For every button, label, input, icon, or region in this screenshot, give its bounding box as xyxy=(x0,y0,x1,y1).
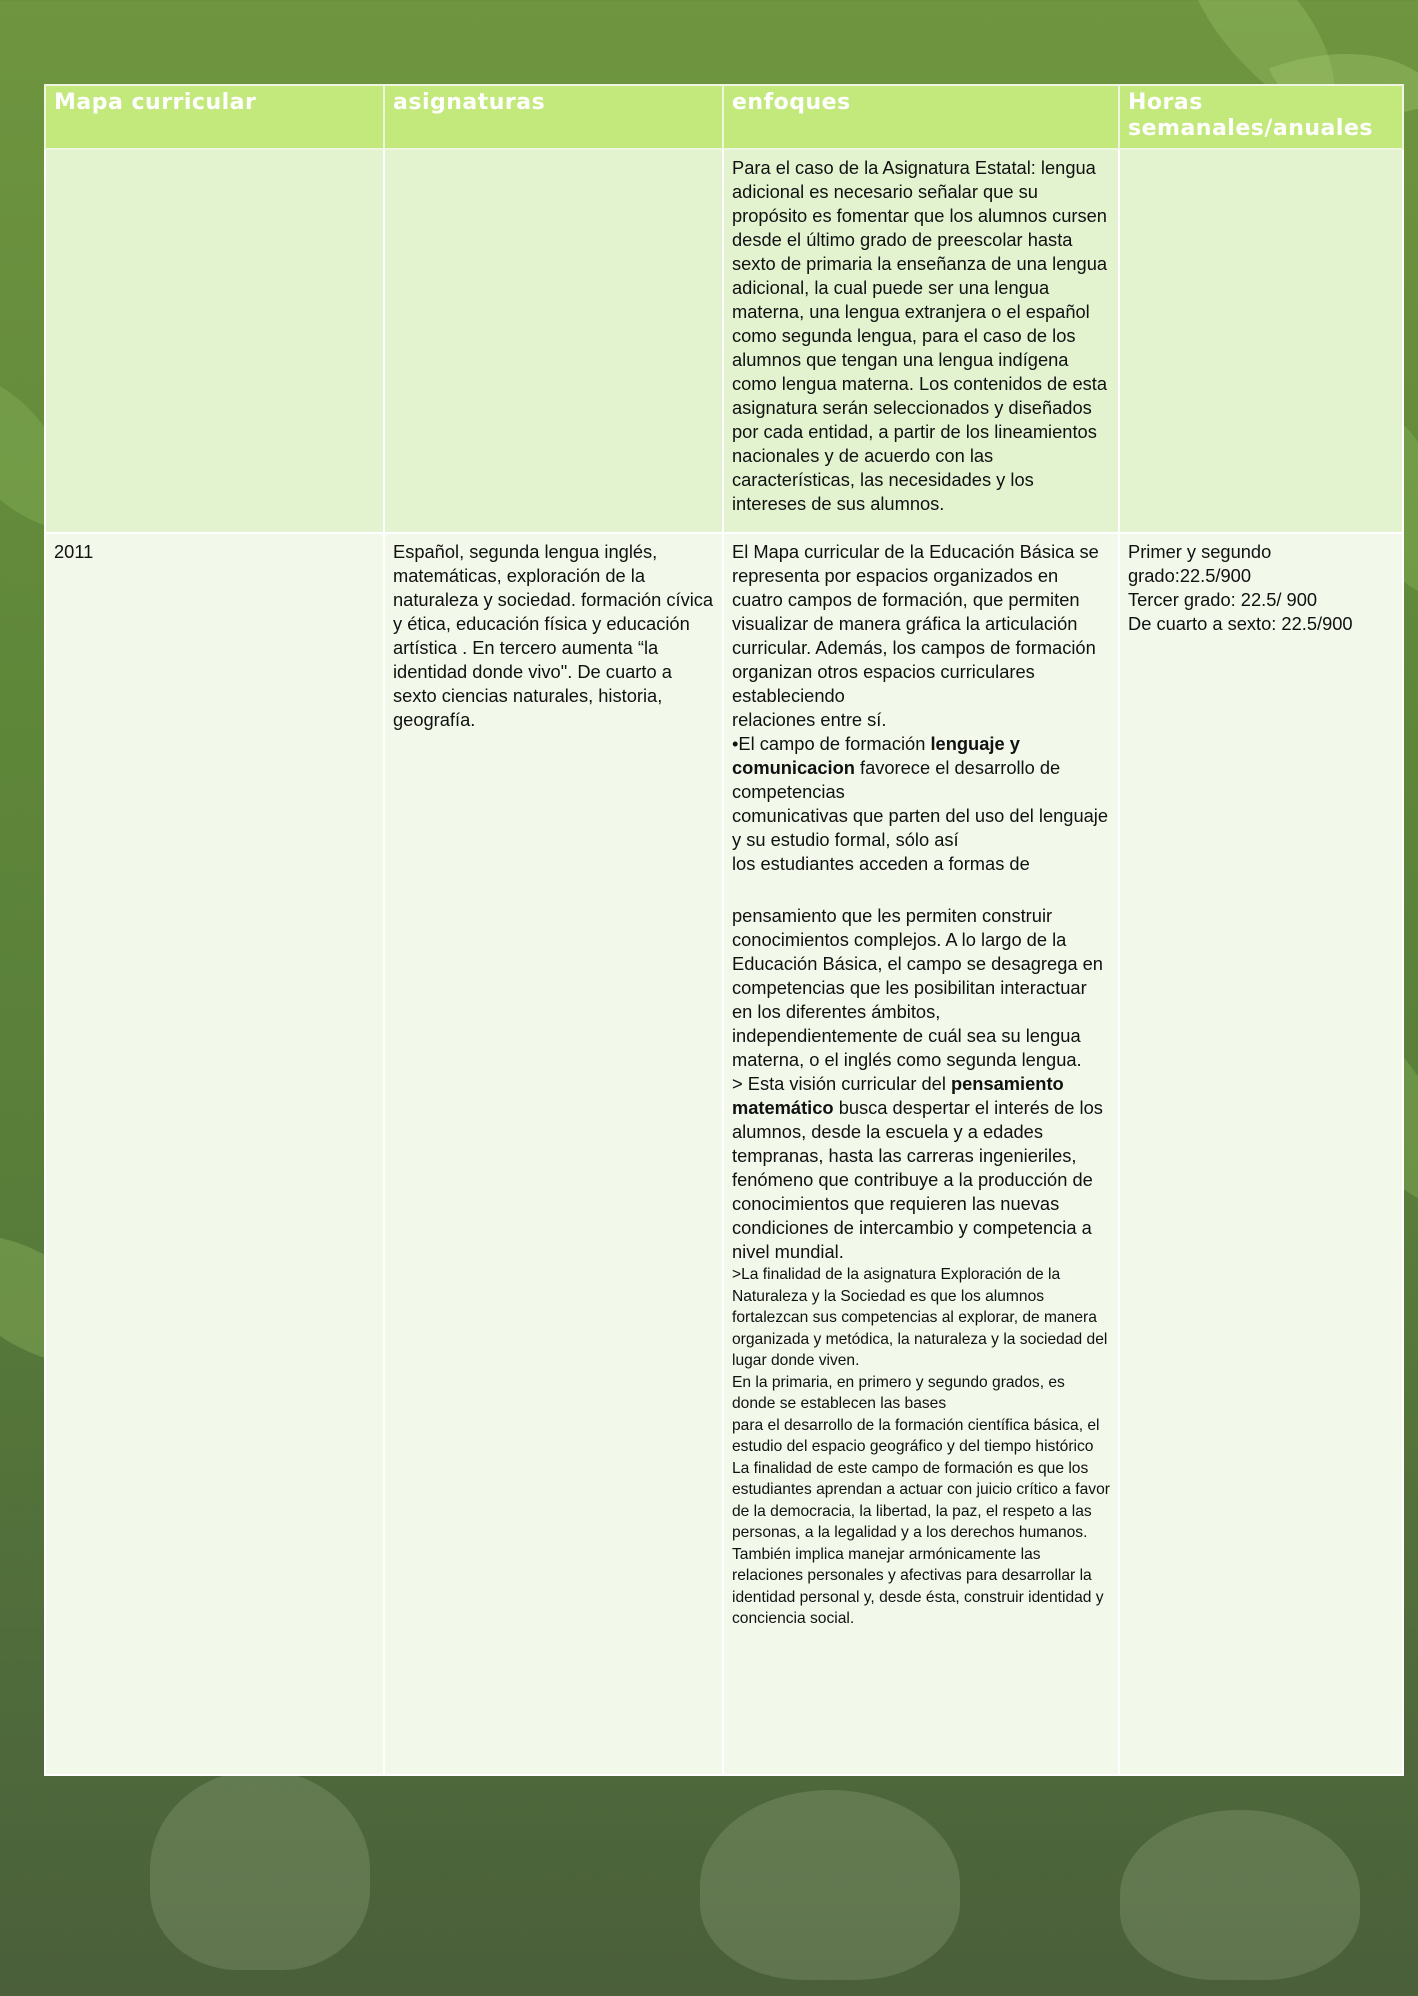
horas-line: De cuarto a sexto: 22.5/900 xyxy=(1128,613,1353,634)
enfoques-small-paragraph: para el desarrollo de la formación científica básica, el estudio del espacio geográfico y del tiempo histórico xyxy=(732,1416,1100,1455)
curriculum-table-container xyxy=(44,84,1402,1776)
enfoques-text: busca despertar el interés de los alumnos, desde la escuela y a edades tempranas, hasta las carreras ingenieriles, fenómeno que contribuye a la producción de conocimientos que requieren las nuevas xyxy=(732,1097,1103,1214)
horas-line: Tercer grado: 22.5/ 900 xyxy=(1128,589,1318,610)
enfoques-paragraph: curricular. Además, los campos de formación organizan otros espacios curriculares estableciendo xyxy=(732,637,1096,706)
enfoques-bold-term: lenguaje y comunicacion xyxy=(732,733,1020,778)
enfoques-paragraph: comunicativas que parten del uso del lenguaje y su estudio formal, sólo así xyxy=(732,805,1109,850)
enfoques-paragraph: condiciones de intercambio y competencia a nivel mundial. xyxy=(732,1217,1092,1262)
cell-horas xyxy=(1119,149,1403,533)
enfoques-bold-term: pensamiento matemático xyxy=(732,1073,1064,1118)
enfoques-paragraph: competencias que les posibilitan interactuar en los diferentes ámbitos, independientemente de cuál sea su lengua materna, o el inglés como segunda lengua. xyxy=(732,977,1087,1070)
enfoques-paragraph xyxy=(732,1072,1110,1216)
enfoques-text: > Esta visión curricular del xyxy=(732,1073,951,1094)
table-row xyxy=(45,149,1403,533)
enfoques-paragraph: relaciones entre sí. xyxy=(732,709,887,730)
enfoques-paragraph: El Mapa curricular de la Educación Básica se representa por espacios organizados en cuatro campos de formación, que permiten visualizar de manera gráfica la articulación xyxy=(732,541,1099,634)
horas-line: Primer y segundo grado:22.5/900 xyxy=(1128,541,1272,586)
enfoques-text: favorece el desarrollo de competencias xyxy=(732,757,1061,802)
enfoques-paragraph: pensamiento que les permiten construir xyxy=(732,905,1053,926)
cell-horas xyxy=(1119,533,1403,1775)
paragraph-gap xyxy=(732,876,1110,904)
curriculum-table xyxy=(44,84,1404,1776)
table-header-row xyxy=(45,85,1403,149)
enfoques-small-paragraph: >La finalidad de la asignatura Exploración de la Naturaleza y la Sociedad es que los alumnos fortalezcan sus competencias al explorar, de manera organizada y metódica, la naturaleza y la sociedad del lugar donde viven. xyxy=(732,1266,1108,1369)
cell-enfoques xyxy=(723,533,1119,1775)
enfoques-paragraph: los estudiantes acceden a formas de xyxy=(732,853,1030,874)
enfoques-small-paragraph: En la primaria, en primero y segundo grados, es donde se establecen las bases xyxy=(732,1373,1065,1412)
enfoques-paragraph: conocimientos complejos. A lo largo de la Educación Básica, el campo se desagrega en xyxy=(732,929,1103,974)
enfoques-text: •El campo de formación xyxy=(732,733,931,754)
enfoques-small-paragraph: La finalidad de este campo de formación es que los estudiantes aprendan a actuar con juicio crítico a favor de la democracia, la libertad, la paz, el respeto a las personas, a la legalidad y a los derechos humanos. También implica manejar armónicamente las relaciones personales y afectivas para desarrollar la identidad personal y, desde ésta, construir identidad y conciencia social. xyxy=(732,1459,1110,1627)
cell-mapa: 2011 xyxy=(45,533,384,1775)
header-horas: Horas semanales/anuales xyxy=(1119,85,1403,149)
butterfly-decoration xyxy=(700,1790,960,1980)
cell-enfoques: Para el caso de la Asignatura Estatal: lengua adicional es necesario señalar que su propósito es fomentar que los alumnos cursen desde el último grado de preescolar hasta sexto de primaria la enseñanza de una lengua adicional, la cual puede ser una lengua materna, una lengua extranjera o el español como segunda lengua, para el caso de los alumnos que tengan una lengua indígena como lengua materna. Los contenidos de esta asignatura serán seleccionados y diseñados por cada entidad, a partir de los lineamientos nacionales y de acuerdo con las características, las necesidades y los intereses de sus alumnos. xyxy=(723,149,1119,533)
header-mapa-curricular: Mapa curricular xyxy=(45,85,384,149)
cell-mapa xyxy=(45,149,384,533)
butterfly-decoration xyxy=(150,1770,370,1970)
header-enfoques: enfoques xyxy=(723,85,1119,149)
enfoques-paragraph xyxy=(732,732,1110,804)
cell-asignaturas xyxy=(384,149,723,533)
header-asignaturas: asignaturas xyxy=(384,85,723,149)
cell-asignaturas: Español, segunda lengua inglés, matemáticas, exploración de la naturaleza y sociedad. formación cívica y ética, educación física y educación artística . En tercero aumenta “la identidad donde vivo". De cuarto a sexto ciencias naturales, historia, geografía. xyxy=(384,533,723,1775)
butterfly-decoration xyxy=(1120,1810,1360,1980)
table-row xyxy=(45,533,1403,1775)
